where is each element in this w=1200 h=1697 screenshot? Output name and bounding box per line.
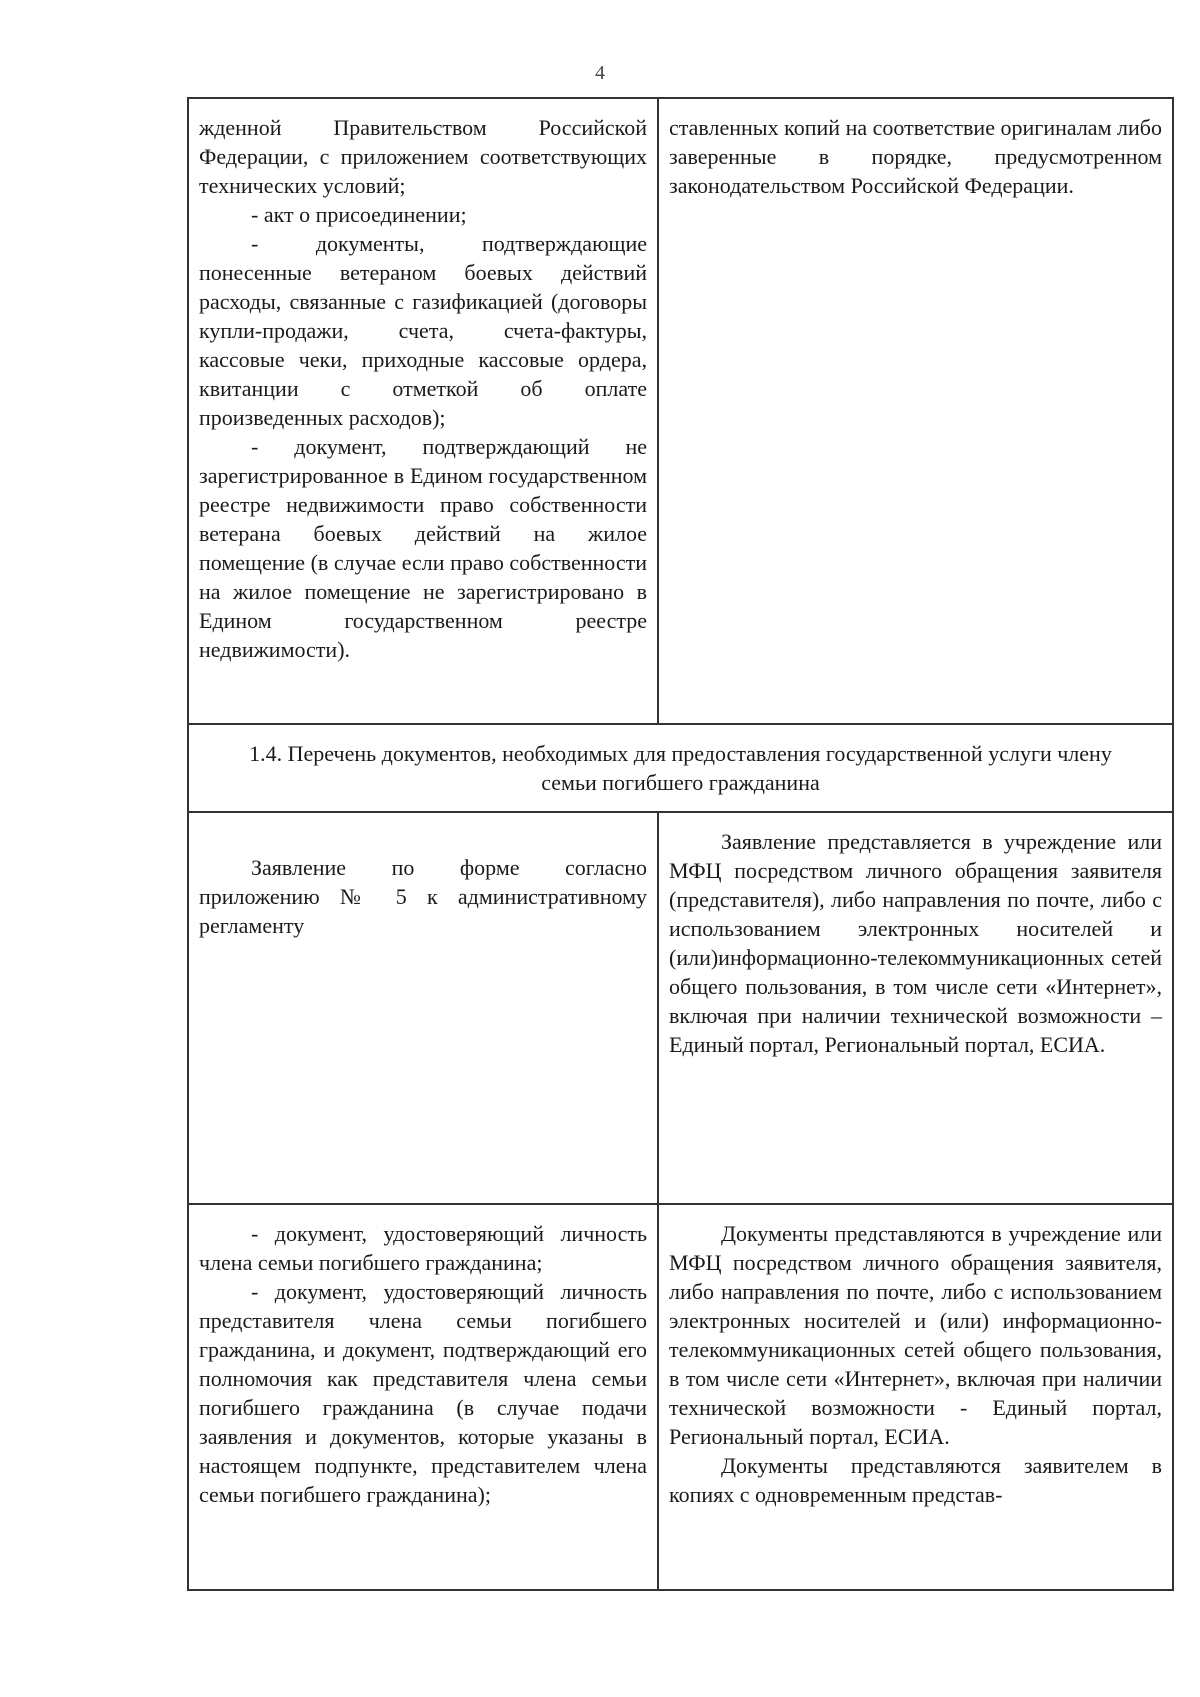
table-row (188, 1204, 1173, 1590)
paragraph: - документы, подтверждающие понесенные ветераном боевых действий расходы, связанные с газификацией (договоры купли-продажи, счета, счета-фактуры, кассовые чеки, приходные кассовые ордера, квитанции с отметкой об оплате произведенных расходов); (199, 231, 647, 430)
table-cell-left (188, 1204, 658, 1590)
section-heading: 1.4. Перечень документов, необходимых для предоставления государственной услуги члену семьи погибшего гражданина (188, 724, 1173, 812)
paragraph: Документы представляются заявителем в копиях с одновременным представ- (669, 1453, 1162, 1507)
table-row (188, 98, 1173, 724)
table-cell-left (188, 98, 658, 724)
table-row-heading (188, 724, 1173, 812)
paragraph: - документ, удостоверяющий личность члена семьи погибшего гражданина; (199, 1221, 647, 1275)
page-number: 4 (595, 62, 605, 84)
paragraph: жденной Правительством Российской Федерации, с приложением соответствующих технических условий; (199, 115, 647, 198)
paragraph: - документ, подтверждающий не зарегистрированное в Едином государственном реестре недвижимости право собственности ветерана боевых действий на жилое помещение (в случае если право собственности на жилое помещение не зарегистрировано в Едином государственном реестре недвижимости). (199, 434, 647, 662)
table-row (188, 812, 1173, 1204)
table-cell-right (658, 1204, 1173, 1590)
table-cell-right (658, 98, 1173, 724)
paragraph: Заявление представляется в учреждение или МФЦ посредством личного обращения заявителя (представителя), либо направления по почте, либо с использованием электронных носителей и (или)информационно-телекоммуникационных сетей общего пользования, в том числе сети «Интернет», включая при наличии технической возможности – Единый портал, Региональный портал, ЕСИА. (669, 829, 1162, 1057)
paragraph: - акт о присоединении; (251, 202, 467, 227)
table-cell-left (188, 812, 658, 1204)
paragraph: - документ, удостоверяющий личность представителя члена семьи погибшего гражданина, и документ, подтверждающий его полномочия как представителя члена семьи погибшего гражданина (в случае подачи заявления и документов, которые указаны в настоящем подпункте, представителем члена семьи погибшего гражданина); (199, 1279, 647, 1507)
table-cell-right (658, 812, 1173, 1204)
paragraph: ставленных копий на соответствие оригиналам либо заверенные в порядке, предусмотренном законодательством Российской Федерации. (669, 115, 1162, 198)
paragraph: Заявление по форме согласно приложению № 5 к административному регламенту (199, 855, 647, 938)
paragraph: Документы представляются в учреждение или МФЦ посредством личного обращения заявителя, либо направления по почте, либо с использованием электронных носителей и (или) информационно-телекоммуникационных сетей общего пользования, в том числе сети «Интернет», включая при наличии технической возможности - Единый портал, Региональный портал, ЕСИА. (669, 1221, 1162, 1449)
documents-table (187, 97, 1174, 1591)
